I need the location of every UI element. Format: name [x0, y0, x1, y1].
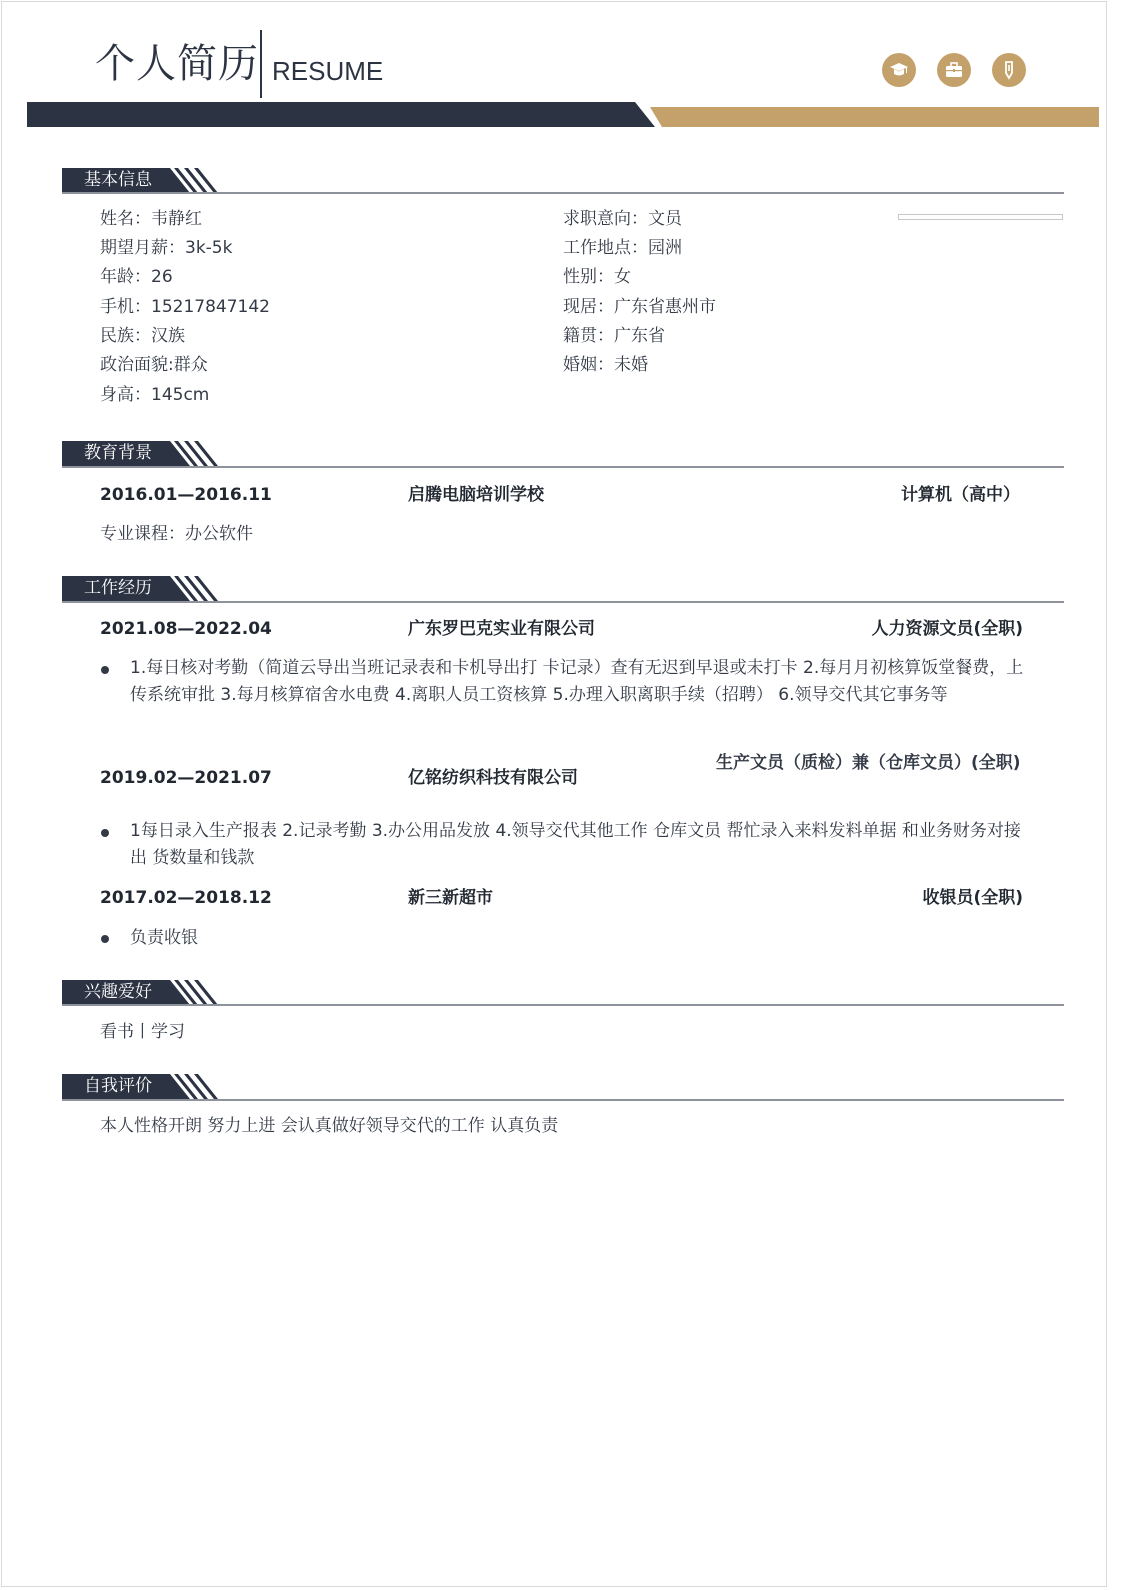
section-header-basic [62, 168, 210, 193]
section-header-self-evaluation [62, 1074, 210, 1099]
hobbies-text: 看书丨学习 [100, 1022, 185, 1042]
work-description: 1.每日核对考勤（简道云导出当班记录表和卡机导出打 卡记录）查有无迟到早退或未打卡 2.每月月初核算饭堂餐费，上传系统审批 3.每月核算宿舍水电费 4.离职人员工资核算 5.办理入职离职手续（招聘） 6.领导交代其它事务等 [130, 658, 1024, 705]
edu-major: 计算机（高中） [901, 485, 1020, 505]
work-period: 2017.02—2018.12 [100, 888, 272, 908]
title-divider [260, 30, 262, 98]
header-dark-band [27, 102, 655, 127]
edu-courses: 专业课程：办公软件 [100, 524, 253, 544]
info-phone: 手机：15217847142 [100, 297, 270, 317]
section-rule [62, 1004, 1064, 1006]
section-title: 兴趣爱好 [84, 982, 152, 1002]
section-header-work [62, 576, 210, 601]
work-company: 新三新超市 [408, 888, 493, 908]
info-work-location: 工作地点：园洲 [563, 238, 682, 258]
briefcase-icon [937, 53, 971, 87]
edu-school: 启腾电脑培训学校 [408, 485, 544, 505]
work-description: 1每日录入生产报表 2.记录考勤 3.办公用品发放 4.领导交代其他工作 仓库文员 帮忙录入来料发料单据 和业务财务对接出 货数量和钱款 [130, 821, 1021, 868]
work-period: 2021.08—2022.04 [100, 619, 272, 639]
resume-title: 个人简历 [95, 41, 259, 87]
resume-title-en: RESUME [272, 56, 384, 86]
header-gold-band [650, 107, 1099, 127]
section-header-education [62, 441, 210, 466]
section-rule [62, 601, 1064, 603]
pen-icon [992, 53, 1026, 87]
work-role: 人力资源文员(全职) [871, 619, 1023, 639]
work-description: 负责收银 [130, 928, 198, 948]
info-age: 年龄：26 [100, 267, 173, 287]
info-marital-status: 婚姻：未婚 [563, 355, 648, 375]
info-residence: 现居：广东省惠州市 [563, 297, 716, 317]
section-title: 教育背景 [84, 443, 152, 463]
edu-period: 2016.01—2016.11 [100, 485, 272, 505]
work-company: 广东罗巴克实业有限公司 [408, 619, 595, 639]
info-name: 姓名：韦静红 [100, 209, 202, 229]
section-header-hobbies [62, 980, 210, 1005]
work-company: 亿铭纺织科技有限公司 [408, 768, 578, 788]
info-expected-salary: 期望月薪：3k-5k [100, 238, 233, 258]
graduation-cap-icon [882, 53, 916, 87]
info-ethnicity: 民族：汉族 [100, 326, 185, 346]
section-rule [62, 1099, 1064, 1101]
info-native-place: 籍贯：广东省 [563, 326, 665, 346]
info-job-intention: 求职意向：文员 [563, 209, 682, 229]
info-gender: 性别：女 [563, 267, 631, 287]
info-height: 身高：145cm [100, 385, 210, 405]
work-role: 收银员(全职) [922, 888, 1023, 908]
bullet-dot [101, 935, 109, 943]
photo-placeholder [898, 214, 1063, 220]
bullet-dot [101, 829, 109, 837]
section-rule [62, 192, 1064, 194]
section-rule [62, 466, 1064, 468]
info-political-status: 政治面貌:群众 [100, 355, 208, 375]
self-evaluation-text: 本人性格开朗 努力上进 会认真做好领导交代的工作 认真负责 [100, 1116, 559, 1136]
work-period: 2019.02—2021.07 [100, 768, 272, 788]
section-title: 基本信息 [84, 170, 152, 190]
work-role: 生产文员（质检）兼（仓库文员）(全职) [716, 753, 1021, 773]
section-title: 工作经历 [84, 578, 152, 598]
bullet-dot [101, 666, 109, 674]
section-title: 自我评价 [84, 1076, 152, 1096]
